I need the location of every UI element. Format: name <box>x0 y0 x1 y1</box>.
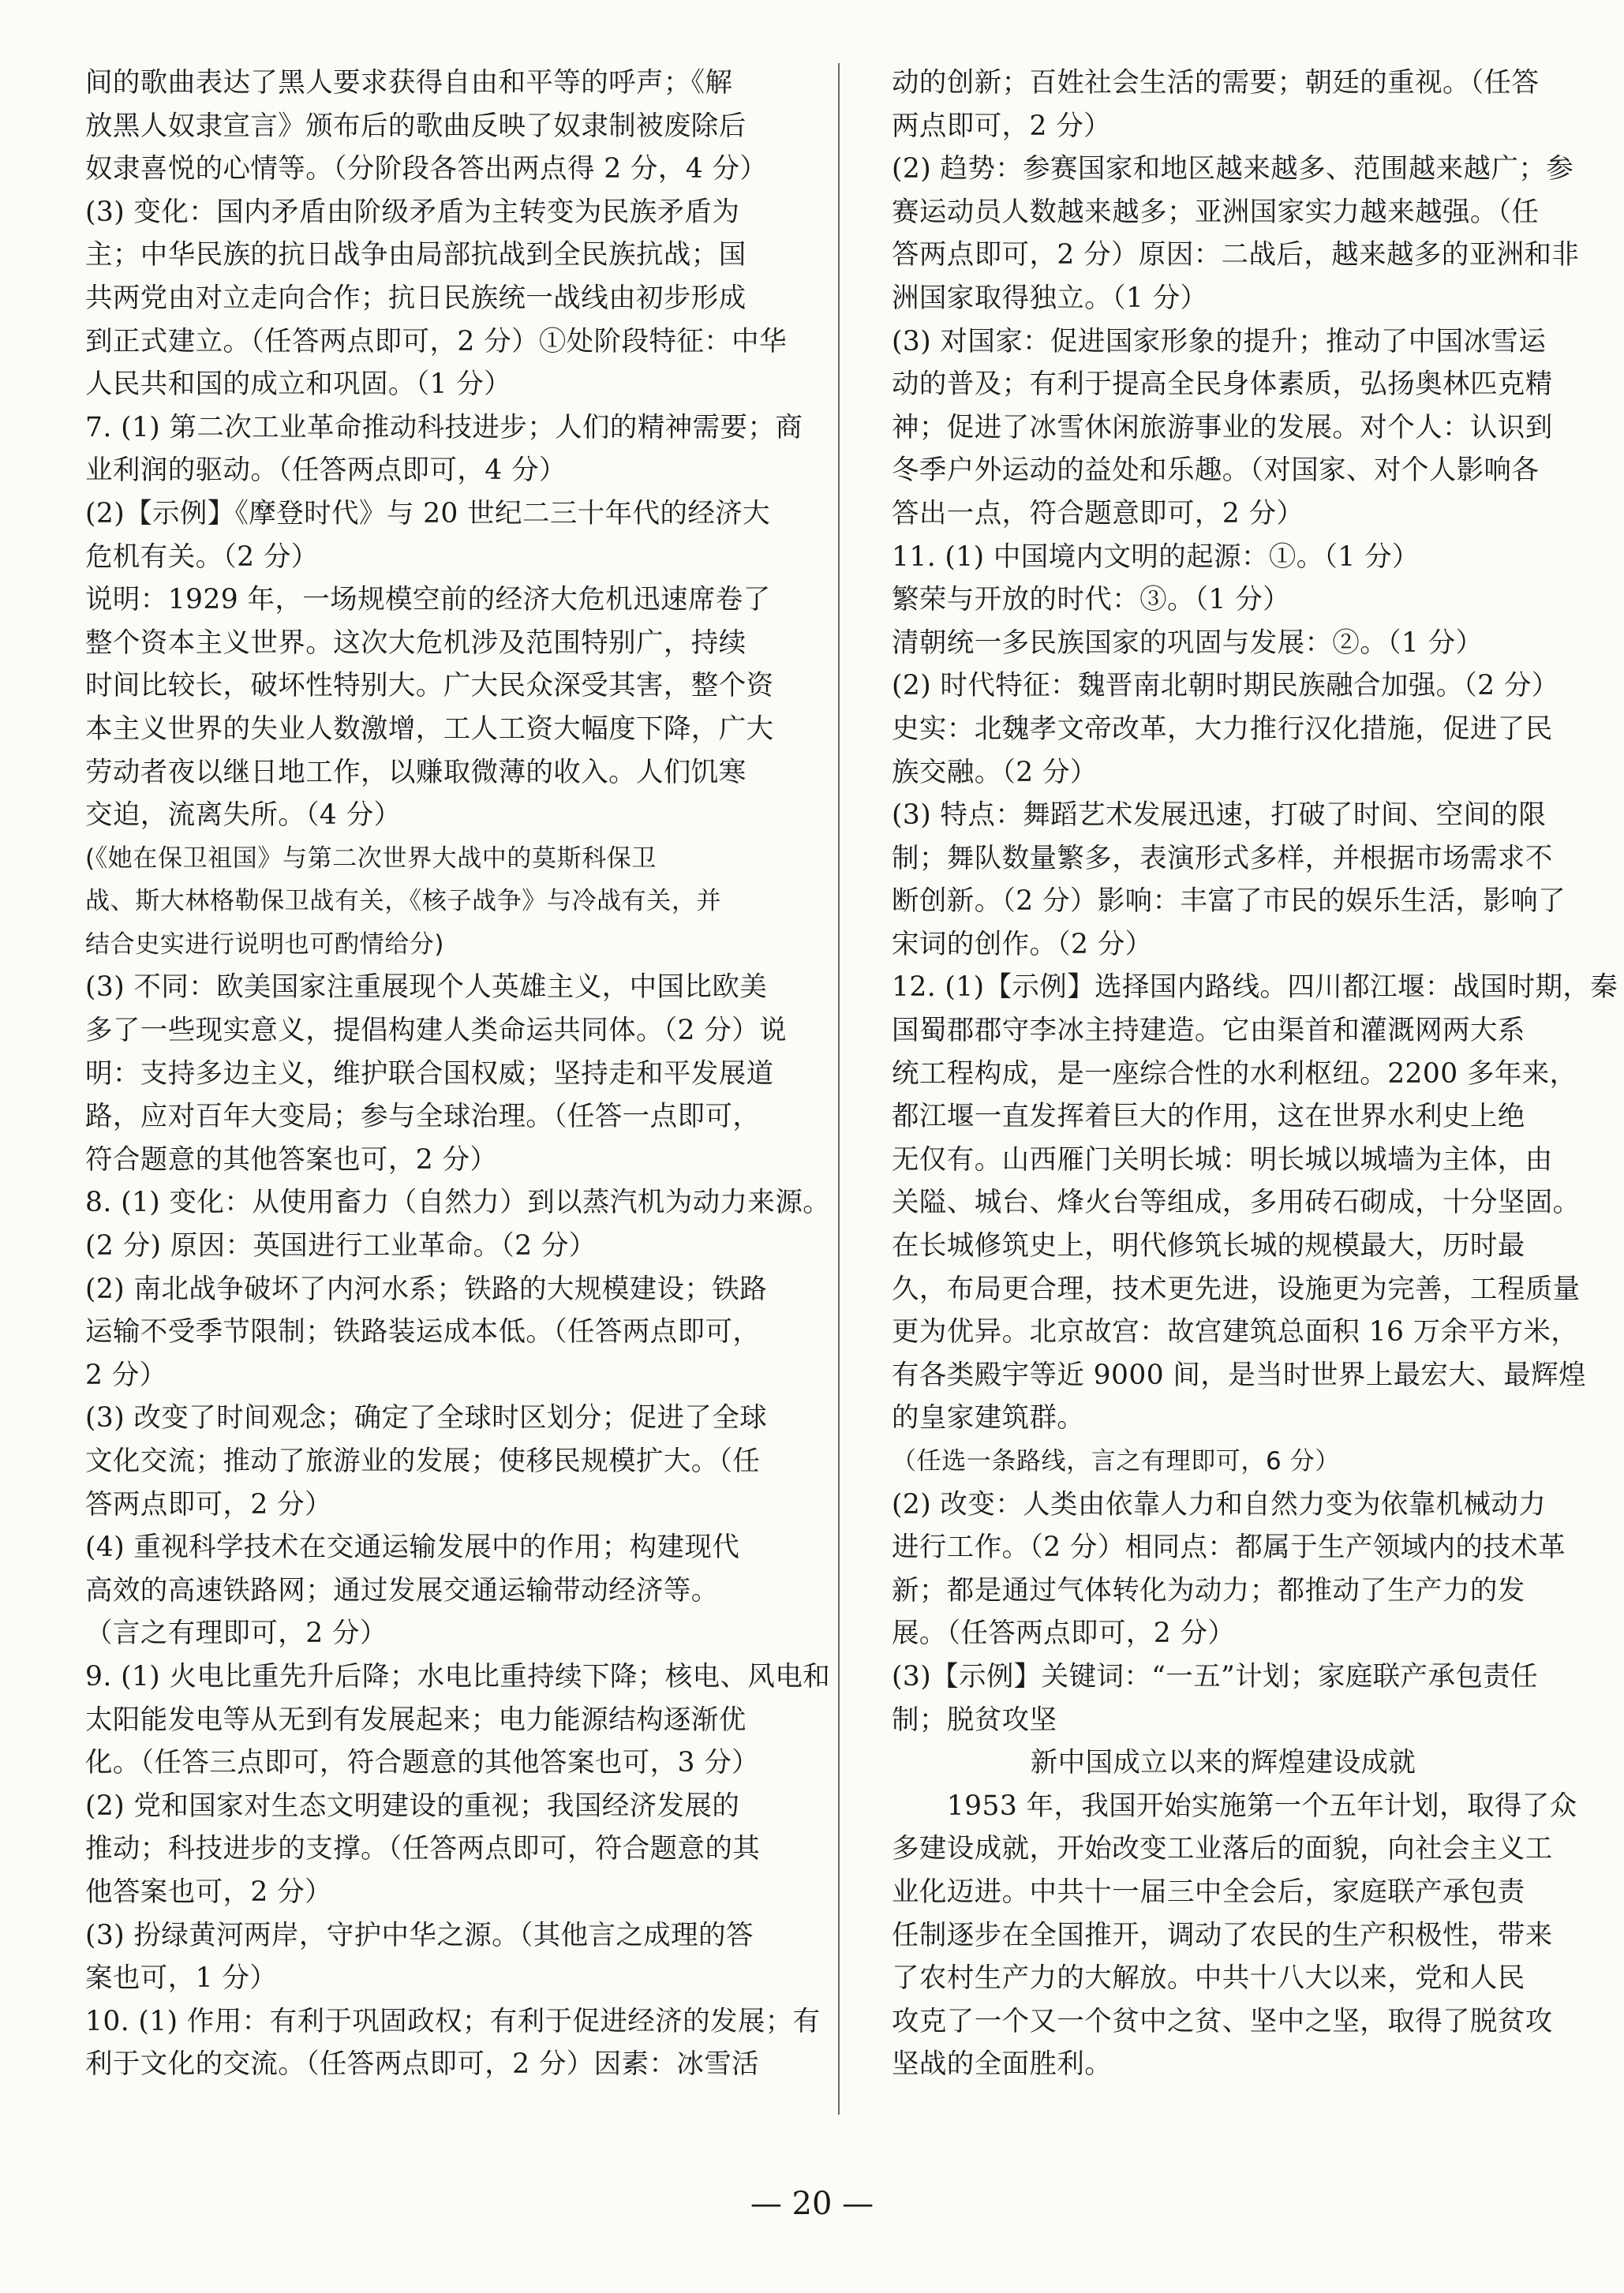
answer-line: 共两党由对立走向合作；抗日民族统一战线由初步形成 <box>85 282 747 314</box>
answer-line: 文化交流；推动了旅游业的发展；使移民规模扩大。（任 <box>85 1446 761 1477</box>
answer-line: 2 分） <box>85 1359 167 1391</box>
answer-line: （言之有理即可，2 分） <box>85 1618 387 1650</box>
answer-line: 间的歌曲表达了黑人要求获得自由和平等的呼声；《解 <box>85 67 733 99</box>
answer-line: 史实：北魏孝文帝改革，大力推行汉化措施，促进了民 <box>892 713 1553 745</box>
answer-line: 动的创新；百姓社会生活的需要；朝廷的重视。（任答 <box>892 67 1540 99</box>
answer-line: 11. (1) 中国境内文明的起源：①。（1 分） <box>892 541 1420 573</box>
answer-line: (3) 改变了时间观念；确定了全球时区划分；促进了全球 <box>85 1402 768 1435</box>
answer-line: 12. (1)【示例】选择国内路线。四川都江堰：战国时期，秦 <box>892 971 1618 1004</box>
answer-line: 关隘、城台、烽火台等组成，多用砖石砌成，十分坚固。 <box>892 1187 1581 1219</box>
answer-line: 劳动者夜以继日地工作，以赚取微薄的收入。人们饥寒 <box>85 756 747 788</box>
answer-line: 繁荣与开放的时代：③。（1 分） <box>892 584 1291 616</box>
answer-line: (3) 对国家：促进国家形象的提升；推动了中国冰雪运 <box>892 325 1547 357</box>
answer-line: 答两点即可，2 分） <box>85 1488 332 1521</box>
answer-line: 说明：1929 年，一场规模空前的经济大危机迅速席卷了 <box>85 584 771 616</box>
answer-line: 10. (1) 作用：有利于巩固政权；有利于促进经济的发展；有 <box>85 2005 821 2037</box>
answer-note-line: 战、斯大林格勒保卫战有关，《核子战争》与冷战有关，并 <box>85 887 722 916</box>
answer-line: (3) 特点：舞蹈艺术发展迅速，打破了时间、空间的限 <box>892 799 1547 832</box>
answer-line: 新；都是通过气体转化为动力；都推动了生产力的发 <box>892 1574 1525 1607</box>
answer-line: 冬季户外运动的益处和乐趣。（对国家、对个人影响各 <box>892 454 1540 487</box>
answer-line: 多了一些现实意义，提倡构建人类命运共同体。（2 分）说 <box>85 1015 787 1047</box>
answer-line: 交迫，流离失所。（4 分） <box>85 799 402 832</box>
answer-note-line: (《她在保卫祖国》与第二次世界大战中的莫斯科保卫 <box>85 844 657 873</box>
answer-line: 运输不受季节限制；铁路装运成本低。（任答两点即可， <box>85 1316 761 1348</box>
answer-line: 神；促进了冰雪休闲旅游事业的发展。对个人：认识到 <box>892 411 1553 443</box>
answer-line: 业化迈进。中共十一届三中全会后，家庭联产承包责 <box>892 1876 1525 1908</box>
answer-line: 7. (1) 第二次工业革命推动科技进步；人们的精神需要；商 <box>85 411 803 443</box>
answer-line: 进行工作。（2 分）相同点：都属于生产领域内的技术革 <box>892 1532 1566 1564</box>
answer-line: 高效的高速铁路网；通过发展交通运输带动经济等。 <box>85 1574 719 1607</box>
answer-line: (2) 改变：人类由依靠人力和自然力变为依靠机械动力 <box>892 1488 1547 1521</box>
answer-line: 有各类殿宇等近 9000 间，是当时世界上最宏大、最辉煌 <box>892 1359 1586 1391</box>
answer-line: (3) 不同：欧美国家注重展现个人英雄主义，中国比欧美 <box>85 971 768 1004</box>
answer-line: 利于文化的交流。（任答两点即可，2 分）因素：冰雪活 <box>85 2048 760 2081</box>
answer-line: (3) 变化：国内矛盾由阶级矛盾为主转变为民族矛盾为 <box>85 196 740 228</box>
answer-line: 危机有关。（2 分） <box>85 541 319 573</box>
answer-line: 任制逐步在全国推开，调动了农民的生产积极性，带来 <box>892 1919 1553 1951</box>
answer-line: (2) 南北战争破坏了内河水系；铁路的大规模建设；铁路 <box>85 1273 768 1305</box>
answer-line: 坚战的全面胜利。 <box>892 2048 1113 2081</box>
answer-line: 案也可，1 分） <box>85 1962 278 1995</box>
answer-line: 明：支持多边主义，维护联合国权威；坚持走和平发展道 <box>85 1057 774 1090</box>
answer-line: 9. (1) 火电比重先升后降；水电比重持续下降；核电、风电和 <box>85 1660 831 1693</box>
answer-line: (2) 党和国家对生态文明建设的重视；我国经济发展的 <box>85 1790 740 1822</box>
answer-line: 到正式建立。（任答两点即可，2 分）①处阶段特征：中华 <box>85 325 787 357</box>
answer-note-line: （任选一条路线，言之有理即可，6 分） <box>892 1447 1340 1476</box>
answer-line: (2)【示例】《摩登时代》与 20 世纪二三十年代的经济大 <box>85 497 771 529</box>
answer-line: 1953 年，我国开始实施第一个五年计划，取得了众 <box>892 1790 1577 1822</box>
answer-line: 业利润的驱动。（任答两点即可，4 分） <box>85 454 567 487</box>
answer-line: 推动；科技进步的支撑。（任答两点即可，符合题意的其 <box>85 1833 761 1865</box>
answer-line: 8. (1) 变化：从使用畜力（自然力）到以蒸汽机为动力来源。 <box>85 1187 831 1219</box>
answer-line: 化。（任答三点即可，符合题意的其他答案也可，3 分） <box>85 1747 760 1779</box>
answer-line: 放黑人奴隶宣言》颁布后的歌曲反映了奴隶制被废除后 <box>85 110 747 142</box>
answer-line: 清朝统一多民族国家的巩固与发展：②。（1 分） <box>892 627 1484 659</box>
answer-line: 都江堰一直发挥着巨大的作用，这在世界水利史上绝 <box>892 1101 1525 1133</box>
answer-line: 宋词的创作。（2 分） <box>892 928 1153 960</box>
answer-line: 人民共和国的成立和巩固。（1 分） <box>85 368 511 401</box>
answer-line: 国蜀郡郡守李冰主持建造。它由渠首和灌溉网两大系 <box>892 1015 1525 1047</box>
left-column <box>85 62 831 2086</box>
answer-line: 攻克了一个又一个贫中之贫、坚中之坚，取得了脱贫攻 <box>892 2005 1553 2037</box>
answer-line: 整个资本主义世界。这次大危机涉及范围特别广，持续 <box>85 627 747 659</box>
answer-line: 路，应对百年大变局；参与全球治理。（任答一点即可， <box>85 1101 761 1133</box>
answer-line: (2) 趋势：参赛国家和地区越来越多、范围越来越广；参 <box>892 153 1574 185</box>
answer-line: (3)【示例】关键词：“一五”计划；家庭联产承包责任 <box>892 1660 1539 1693</box>
answer-line: 答两点即可，2 分）原因：二战后，越来越多的亚洲和非 <box>892 239 1580 271</box>
answer-line: 久，布局更合理，技术更先进，设施更为完善，工程质量 <box>892 1273 1581 1305</box>
answer-line: 无仅有。山西雁门关明长城：明长城以城墙为主体，由 <box>892 1143 1553 1176</box>
answer-note-line: 结合史实进行说明也可酌情给分) <box>85 930 445 959</box>
answer-line: 族交融。（2 分） <box>892 756 1098 788</box>
answer-line: 洲国家取得独立。（1 分） <box>892 282 1208 314</box>
answer-line: (2 分) 原因：英国进行工业革命。（2 分） <box>85 1230 597 1262</box>
answer-line: 制；舞队数量繁多，表演形式多样，并根据市场需求不 <box>892 842 1553 874</box>
answer-line: 统工程构成，是一座综合性的水利枢纽。2200 多年来， <box>892 1057 1577 1090</box>
answer-line: 在长城修筑史上，明代修筑长城的规模最大，历时最 <box>892 1230 1525 1262</box>
answer-line: (4) 重视科学技术在交通运输发展中的作用；构建现代 <box>85 1532 740 1564</box>
answer-line: 更为优异。北京故宫：故宫建筑总面积 16 万余平方米， <box>892 1316 1579 1348</box>
answer-line: 展。（任答两点即可，2 分） <box>892 1618 1236 1650</box>
answer-line: 赛运动员人数越来越多；亚洲国家实力越来越强。（任 <box>892 196 1540 228</box>
answer-line: (2) 时代特征：魏晋南北朝时期民族融合加强。（2 分） <box>892 670 1559 702</box>
right-column <box>892 62 1618 2086</box>
answer-line: 了农村生产力的大解放。中共十八大以来，党和人民 <box>892 1962 1525 1995</box>
answer-line: 制；脱贫攻坚 <box>892 1704 1057 1736</box>
answer-line: 时间比较长，破坏性特别大。广大民众深受其害，整个资 <box>85 670 774 702</box>
answer-line: 多建设成就，开始改变工业落后的面貌，向社会主义工 <box>892 1833 1553 1865</box>
answer-line: 奴隶喜悦的心情等。（分阶段各答出两点得 2 分，4 分） <box>85 153 768 185</box>
answer-line: 动的普及；有利于提高全民身体素质，弘扬奥林匹克精 <box>892 368 1553 401</box>
answer-line: 两点即可，2 分） <box>892 110 1112 142</box>
essay-title: 新中国成立以来的辉煌建设成就 <box>1030 1747 1416 1779</box>
answer-line: 他答案也可，2 分） <box>85 1876 332 1908</box>
answer-line: 本主义世界的失业人数激增，工人工资大幅度下降，广大 <box>85 713 774 745</box>
page-number: — 20 — <box>750 2186 874 2222</box>
answer-line: 主；中华民族的抗日战争由局部抗战到全民族抗战；国 <box>85 239 747 271</box>
answer-line: (3) 扮绿黄河两岸，守护中华之源。（其他言之成理的答 <box>85 1919 754 1951</box>
answer-line: 太阳能发电等从无到有发展起来；电力能源结构逐渐优 <box>85 1704 747 1736</box>
column-divider <box>838 63 840 2115</box>
answer-line: 断创新。（2 分）影响：丰富了市民的娱乐生活，影响了 <box>892 885 1566 918</box>
answer-line: 的皇家建筑群。 <box>892 1402 1085 1435</box>
answer-line: 答出一点，符合题意即可，2 分） <box>892 497 1304 529</box>
answer-line: 符合题意的其他答案也可，2 分） <box>85 1143 498 1176</box>
